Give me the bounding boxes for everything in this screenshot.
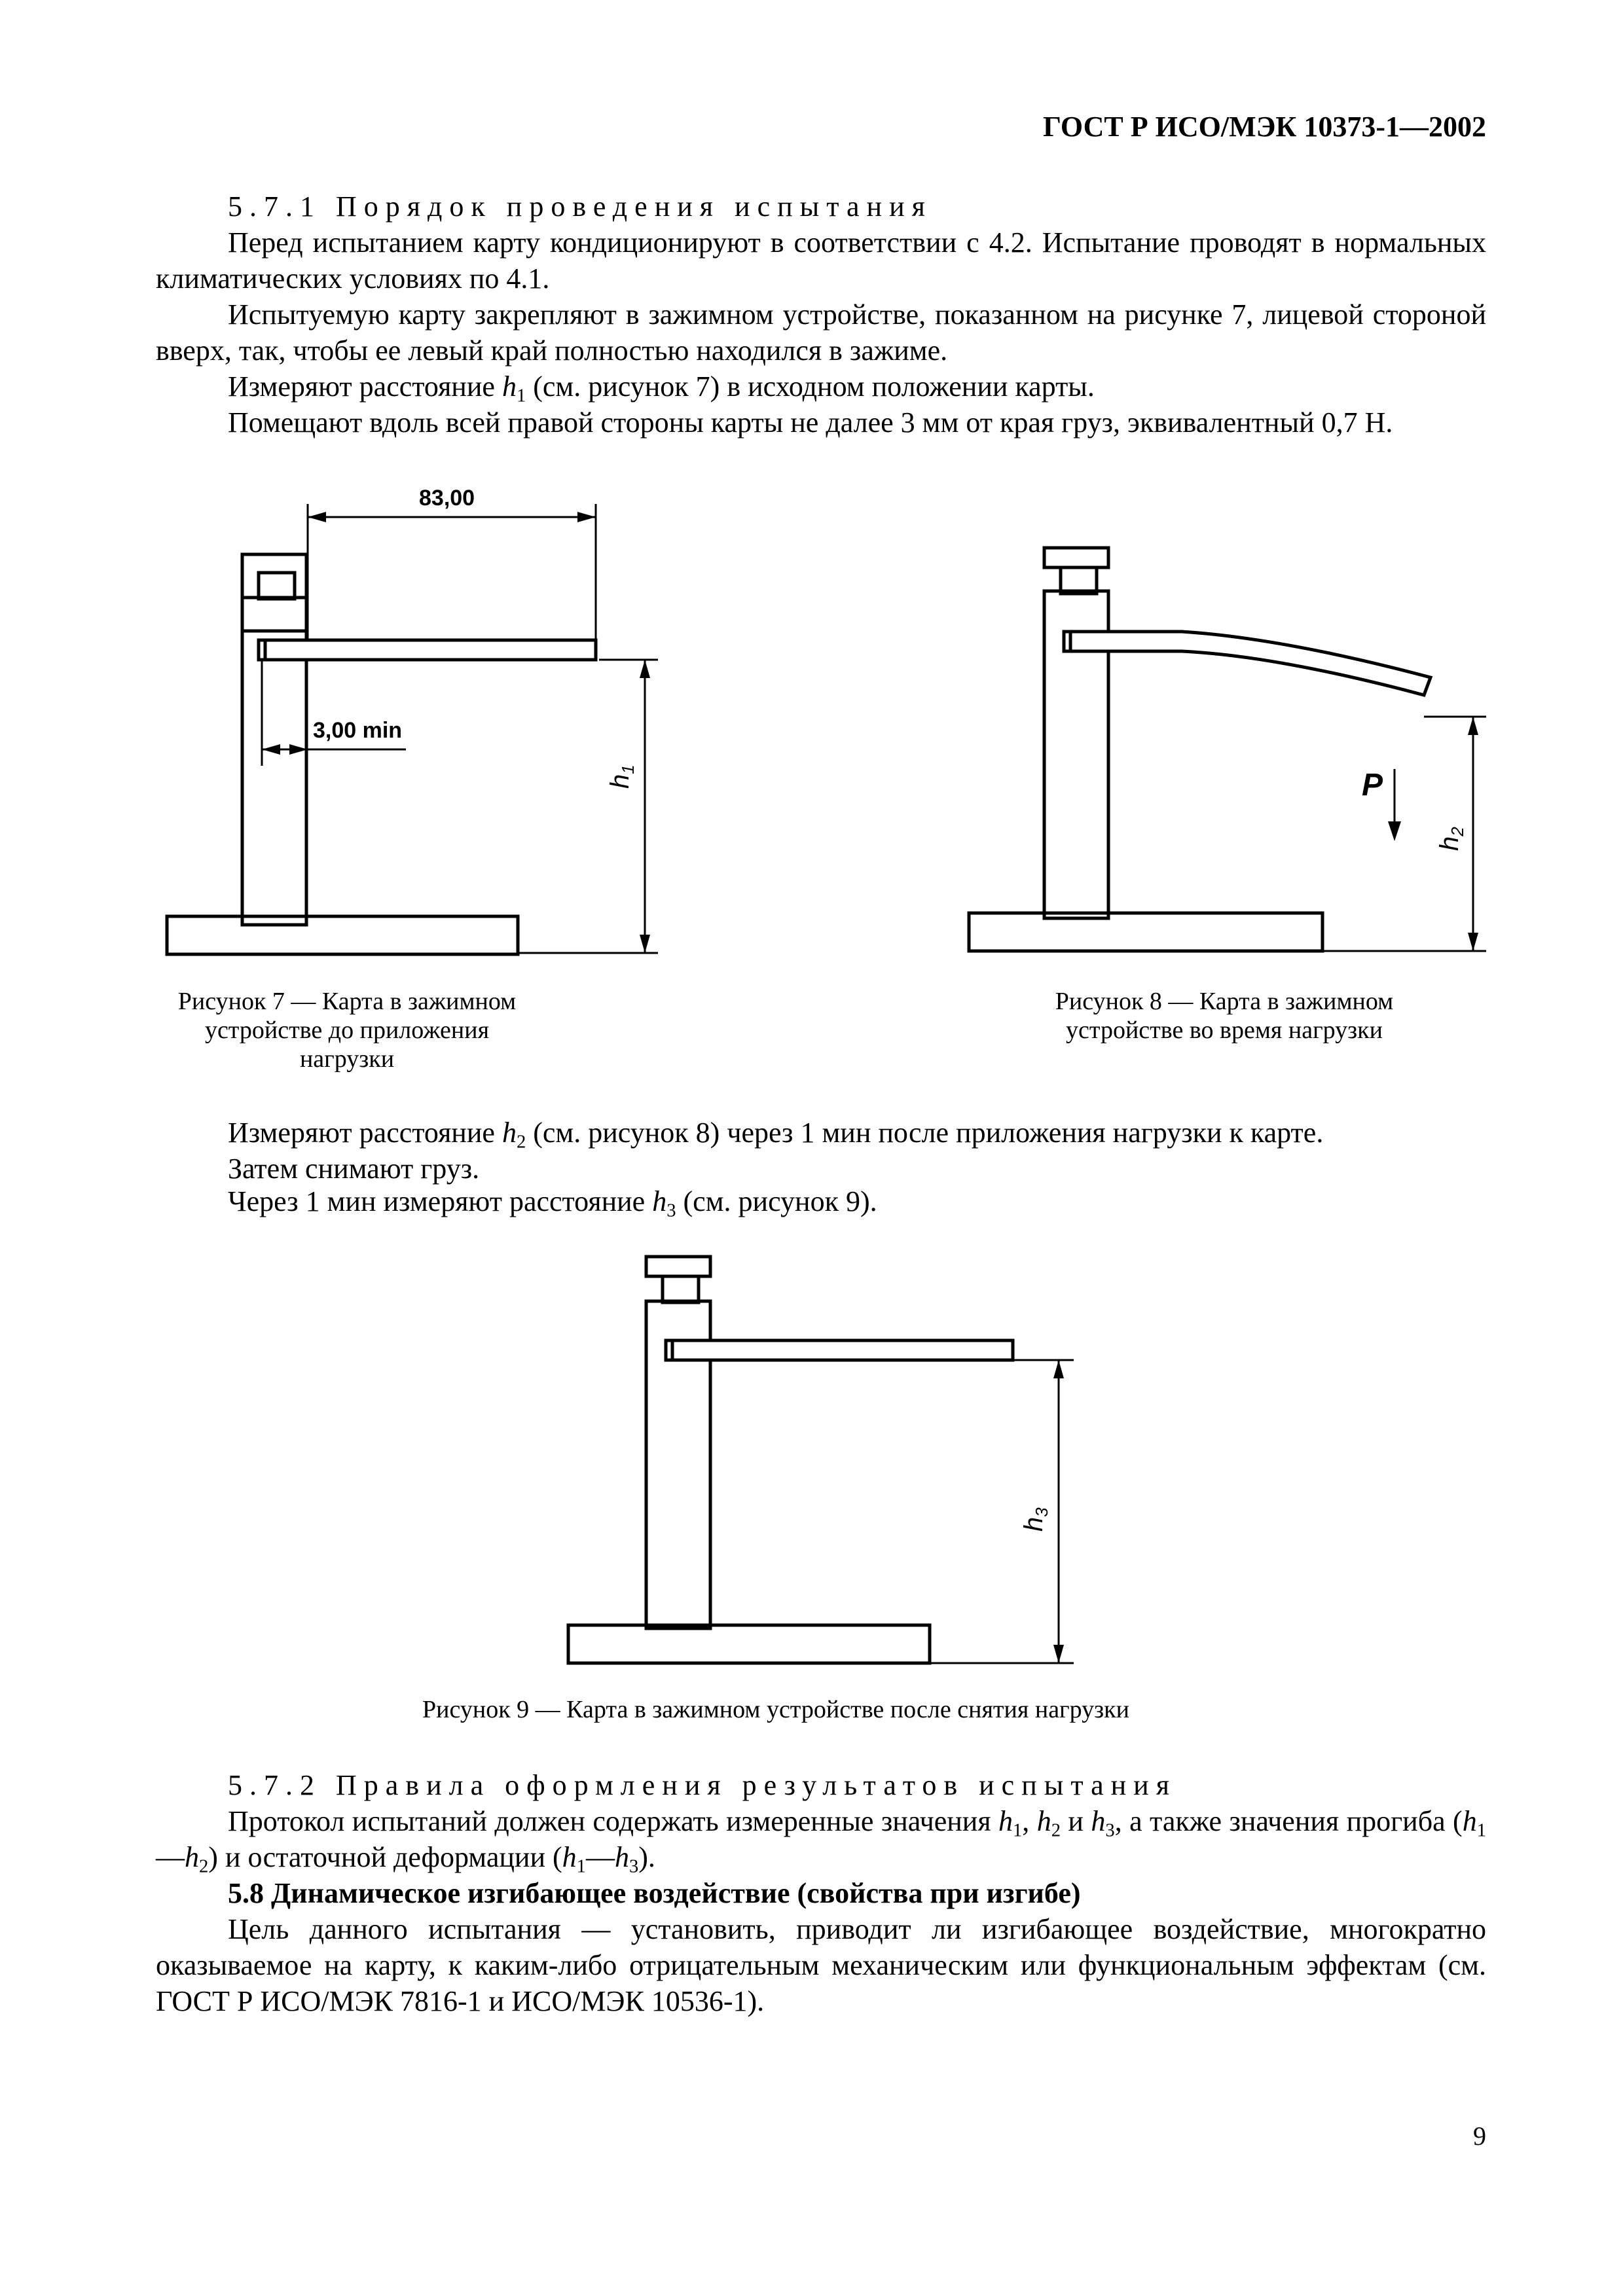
figure-7-min-dimension: 3,00 min xyxy=(313,718,403,743)
figure-9-clamp-screw-shaft xyxy=(663,1276,699,1302)
figure-8-force-label: P xyxy=(1362,768,1383,802)
figure-9-card xyxy=(666,1340,1013,1360)
middle-paragraph-7: Через 1 мин измеряют расстояние $h_3$ (см. рисунок 9). xyxy=(228,1185,877,1221)
section-5-7-1-paragraph-3: Измеряют расстояние $h_1$ (см. рисунок 7) в исходном положении карты. xyxy=(228,370,1095,406)
page-number: 9 xyxy=(1473,2121,1486,2151)
figure-7-height-label: $h_1$ xyxy=(606,764,638,789)
middle-paragraph-5: Измеряют расстояние $h_2$ (см. рисунок 8) через 1 мин после приложения нагрузки к карте. xyxy=(228,1117,1324,1153)
section-5-7-1-paragraph-2: Испытуемую карту закрепляют в зажимном устройстве, показанном на рисунке 7, лицевой стороной вверх, так, чтобы ее левый край полностью находился в зажиме. xyxy=(156,298,1486,367)
section-5-7-1-heading: 5.7.1 Порядок проведения испытания xyxy=(228,190,932,223)
section-5-7-1-paragraph-4: Помещают вдоль всей правой стороны карты не далее 3 мм от края груз, эквивалентный 0,7 Н. xyxy=(228,406,1393,439)
middle-paragraph-6: Затем снимают груз. xyxy=(228,1153,480,1185)
section-5-7-2-paragraph: Протокол испытаний должен содержать измеренные значения $h_1$, $h_2$ и $h_3$, а также значения прогиба $(h_1—h_2)$ и остаточной деформации $(h_1—h_3)$. xyxy=(156,1805,1487,1877)
figure-9-height-label: $h_3$ xyxy=(1019,1507,1051,1532)
section-5-8-heading: 5.8 Динамическое изгибающее воздействие (свойства при изгибе) xyxy=(228,1877,1081,1909)
document-header: ГОСТ Р ИСО/МЭК 10373-1—2002 xyxy=(1042,111,1486,143)
figure-8-caption: Рисунок 8 — Карта в зажимном устройстве во время нагрузки xyxy=(1055,988,1394,1044)
section-5-8-paragraph: Цель данного испытания — установить, приводит ли изгибающее воздействие, многократно оказываемое на карту, к каким-либо отрицательным механическим или функциональным эффектам (см. ГОСТ Р ИСО/МЭК 7816-1 и ИСО/МЭК 10536-1). xyxy=(156,1913,1486,2017)
section-5-7-2-heading: 5.7.2 Правила оформления результатов испытания xyxy=(228,1769,1176,1801)
figure-9-clamp-screw-cap xyxy=(646,1257,710,1276)
figure-7-width-dimension: 83,00 xyxy=(419,486,475,511)
figure-9-caption: Рисунок 9 — Карта в зажимном устройстве после снятия нагрузки xyxy=(422,1696,1129,1723)
figure-8-height-label: $h_2$ xyxy=(1435,827,1467,851)
figure-9-base xyxy=(568,1625,930,1663)
figure-7-caption: Рисунок 7 — Карта в зажимном устройстве до приложения нагрузки xyxy=(177,988,517,1073)
section-5-7-1-paragraph-1: Перед испытанием карту кондиционируют в соответствии с 4.2. Испытание проводят в нормальных климатических условиях по 4.1. xyxy=(156,226,1486,295)
